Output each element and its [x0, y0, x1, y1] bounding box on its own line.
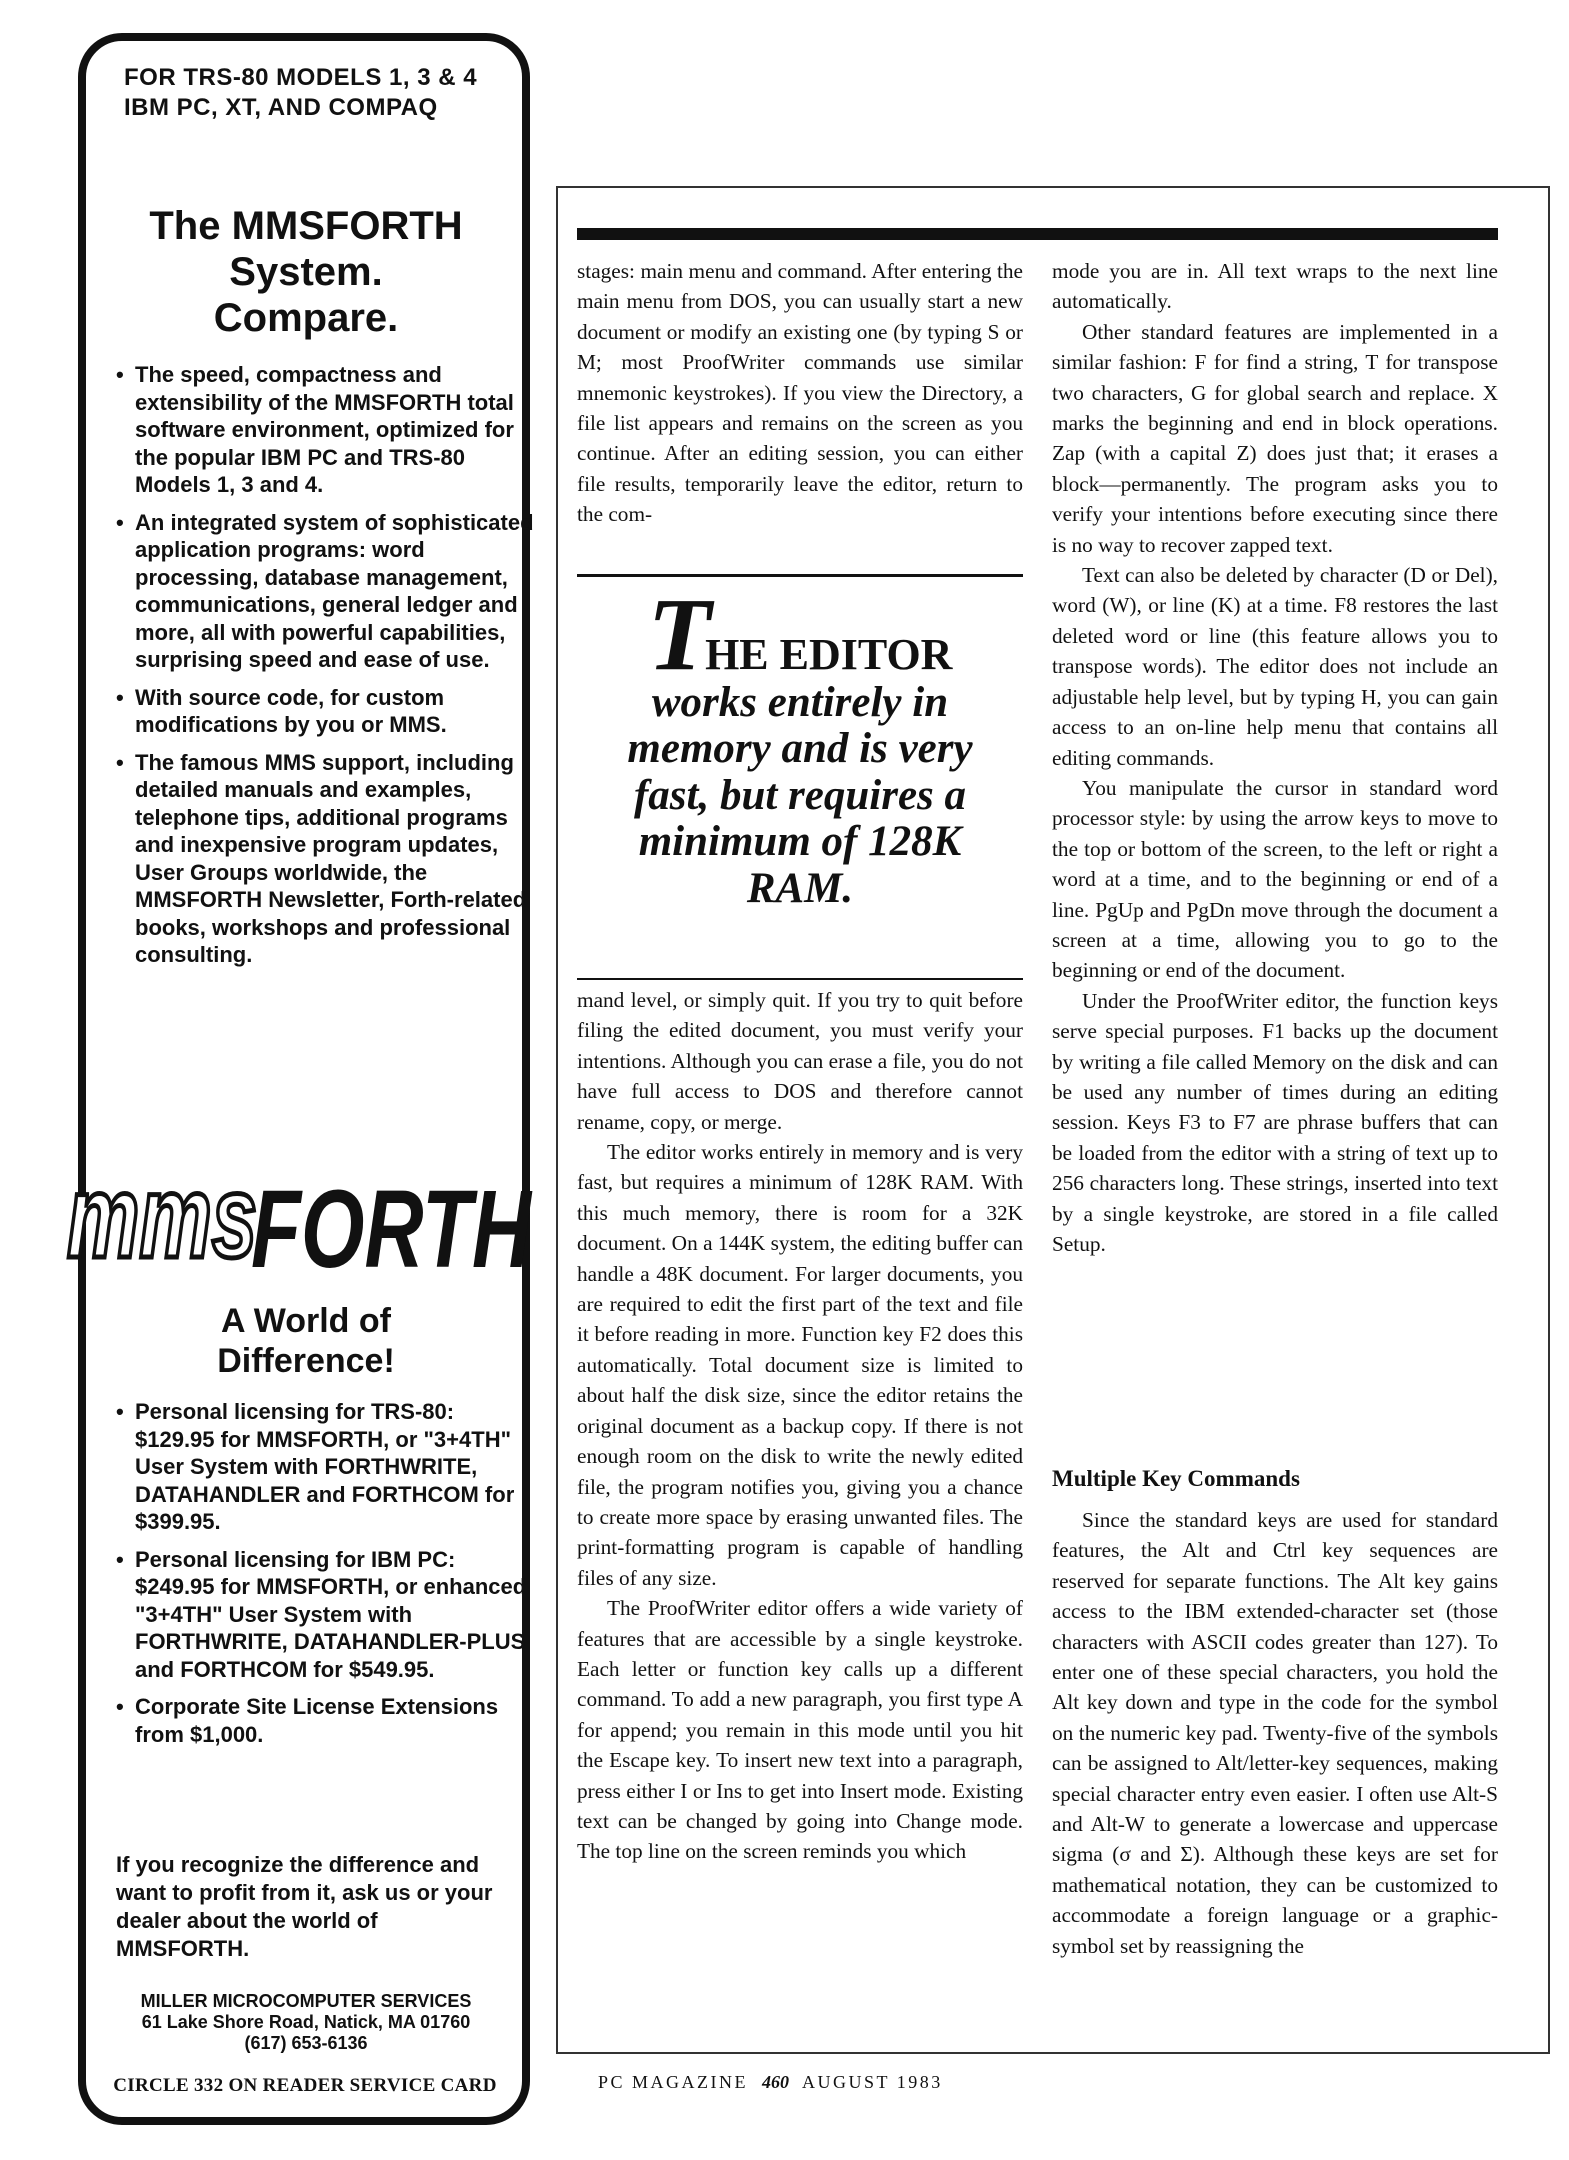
ad-pricing-item: • Personal licensing for TRS-80: $129.95 for MMSFORTH, or "3+4TH" User System with FORTHWRITE, DATAHANDLER and FORTHCOM for $399.95.: [114, 1398, 534, 1536]
ad-feature-item: • The famous MMS support, including detailed manuals and examples, telephone tips, additional programs and inexpensive program updates, User Groups worldwide, the MMSFORTH Newsletter, Forth-related books, workshops and professional consulting.: [114, 749, 534, 969]
ad-pricing-item: • Corporate Site License Extensions from $1,000.: [114, 1693, 534, 1748]
ad-subheadline-line-1: A World of: [221, 1302, 391, 1340]
page-footer: [598, 2072, 1038, 2093]
ad-headline-line-3: Compare.: [213, 296, 399, 340]
article-paragraph: Other standard features are implemented in a similar fashion: F for find a string, T for transpose two characters, G for global search and replace. X marks the beginning and end in block operations. Zap (with a capital Z) does just that; it erases a block—permanently. The program asks you to verify your intentions before executing since there is no way to recover zapped text.: [1052, 319, 1498, 557]
article-column-2-top: [1052, 256, 1498, 1259]
pullquote-lead: HE EDITOR: [705, 630, 953, 679]
logo-solid-text: FORTH: [251, 1168, 533, 1291]
article-paragraph: The editor works entirely in memory and is very fast, but requires a minimum of 128K RAM. With this much memory, there is room for a 32K document. On a 144K system, the editing buffer can handle a 48K document. For larger documents, you are required to edit the first part of the text and file it before reading in more. Function key F2 does this automatically. Total document size is limited to about half the disk size, since the editor retains the original document as a backup copy. If there is not enough room on the disk to write the newly edited file, the program notifies you, giving you a chance to create more space by erasing unwanted files. The print-formatting program is capable of handling files of any size.: [577, 1140, 1023, 1590]
footer-magazine: PC MAGAZINE: [598, 2072, 749, 2092]
article-column-2-bottom: [1052, 1505, 1498, 1961]
ad-feature-item: • The speed, compactness and extensibility of the MMSFORTH total software environment, optimized for the popular IBM PC and TRS-80 Models 1, 3 and 4.: [114, 361, 534, 499]
mmsforth-advertisement: [67, 33, 534, 2125]
reader-service-note: CIRCLE 332 ON READER SERVICE CARD: [113, 2075, 497, 2096]
ad-closing-text: If you recognize the difference and want to profit from it, ask us or your dealer about the world of MMSFORTH.: [116, 1852, 493, 1961]
ad-street-address: 61 Lake Shore Road, Natick, MA 01760: [141, 2012, 471, 2032]
article-subhead: Multiple Key Commands: [1052, 1466, 1300, 1491]
logo-outline-text: mms: [67, 1151, 257, 1283]
ad-platforms: [124, 63, 504, 123]
ad-company-name: MILLER MICROCOMPUTER SERVICES: [140, 1991, 472, 2011]
ad-pricing-list: [114, 1398, 534, 1758]
article-column-1-top: [577, 256, 1023, 530]
article-top-rule: [577, 228, 1498, 240]
footer-date: AUGUST 1983: [802, 2072, 943, 2092]
article-paragraph: stages: main menu and command. After entering the main menu from DOS, you can usually start a new document or modify an existing one (by typing S or M; most ProofWriter commands use similar mnemonic keystrokes). If you view the Directory, a file list appears and remains on the screen as you continue. After an editing session, you can either file results, temporarily leave the editor, return to the com-: [577, 259, 1023, 527]
article-paragraph: You manipulate the cursor in standard word processor style: by using the arrow keys to move to the top or bottom of the screen, to the left or right a word at a time, and to the beginning or end of a line. PgUp and PgDn move through the document a screen at a time, allowing you to go to the beginning or end of the document.: [1052, 775, 1498, 983]
ad-platforms-line-2: IBM PC, XT, AND COMPAQ: [124, 94, 438, 121]
ad-feature-item: • With source code, for custom modifications by you or MMS.: [114, 684, 534, 739]
ad-subheadline-line-2: Difference!: [217, 1342, 395, 1380]
article-column-1-bottom: [577, 985, 1023, 1867]
pullquote: [592, 577, 1008, 912]
ad-pricing-item: • Personal licensing for IBM PC: $249.95 for MMSFORTH, or enhanced "3+4TH" User System with FORTHWRITE, DATAHANDLER-PLUS and FORTHCOM for $549.95.: [114, 1546, 534, 1684]
pullquote-top-rule: [577, 574, 1023, 577]
ad-headline-line-1: The MMSFORTH: [149, 204, 463, 248]
ad-platforms-line-1: FOR TRS-80 MODELS 1, 3 & 4: [124, 64, 478, 91]
ad-feature-item: • An integrated system of sophisticated application programs: word processing, database management, communications, general ledger and more, all with powerful capabilities, surprising speed and ease of use.: [114, 509, 534, 674]
footer-page-number: 460: [762, 2072, 790, 2092]
ad-headline-line-2: System.: [229, 250, 383, 294]
article-paragraph: Under the ProofWriter editor, the function keys serve special purposes. F1 backs up the document by writing a file called Memory on the disk and can be used any number of times during an editing session. Keys F3 to F7 are phrase buffers that can be loaded from the editor with a string of text up to 256 characters long. These strings, inserted into text by a single keystroke, are stored in a file called Setup.: [1052, 988, 1498, 1256]
article-paragraph: The ProofWriter editor offers a wide variety of features that are accessible by a single keystroke. Each letter or function key calls up a different command. To add a new paragraph, you first type A for append; you remain in this mode until you hit the Escape key. To insert new text into a paragraph, press either I or Ins to get into Insert mode. Existing text can be changed by going into Change mode. The top line on the screen reminds you which: [577, 1596, 1023, 1864]
article-paragraph: Since the standard keys are used for standard features, the Alt and Ctrl key sequences are reserved for separate functions. The Alt key gains access to the IBM extended-character set (those characters with ASCII codes greater than 127). To enter one of these special characters, you hold the Alt key down and type in the code for the symbol on the numeric key pad. Twenty-five of the symbols can be assigned to Alt/letter-key sequences, making special character entry even easier. I often use Alt-S and Alt-W to generate a lowercase and uppercase sigma (σ and Σ). Although these keys are set for mathematical notation, they can be customized to accommodate a foreign language or a graphic-symbol set by reassigning the: [1052, 1508, 1498, 1958]
ad-feature-list: [114, 361, 534, 979]
ad-phone-number: (617) 653-6136: [244, 2033, 368, 2053]
article-paragraph: mand level, or simply quit. If you try to quit before filing the edited document, you must verify your intentions. Although you can erase a file, you do not have full access to DOS and therefore cannot rename, copy, or merge.: [577, 988, 1023, 1134]
article-paragraph: Text can also be deleted by character (D or Del), word (W), or line (K) at a time. F8 restores the last deleted word or line (this feature allows you to transpose words). The editor does not include an adjustable help level, but by typing H, you can gain access to an on-line help menu that contains all editing commands.: [1052, 563, 1498, 770]
article-paragraph: mode you are in. All text wraps to the next line automatically.: [1052, 259, 1498, 314]
pullquote-dropcap: T: [647, 577, 706, 692]
ad-subheadline: [106, 1301, 506, 1381]
pullquote-text: works entirely in memory and is very fast, but requires a minimum of 128K RAM.: [627, 678, 973, 912]
mmsforth-logo: [61, 1149, 531, 1299]
ad-company-address: [96, 1991, 516, 2054]
ad-headline: [106, 203, 506, 341]
pullquote-bottom-rule: [577, 978, 1023, 980]
